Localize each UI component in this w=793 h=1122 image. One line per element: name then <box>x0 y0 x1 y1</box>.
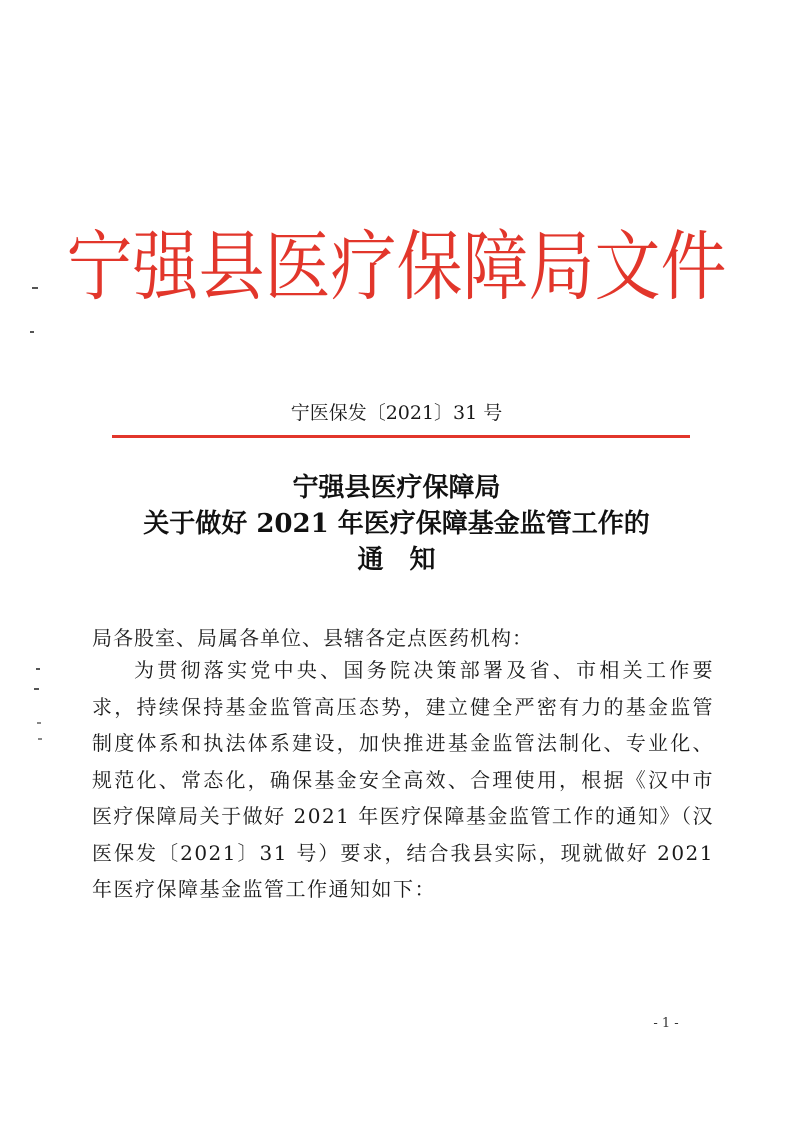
page-number: - 1 - <box>653 1016 679 1031</box>
salutation: 局各股室、局属各单位、县辖各定点医药机构： <box>92 626 533 650</box>
title-line-3: 通知 <box>357 545 462 575</box>
document-number: 宁医保发〔2021〕31 号 <box>290 402 503 424</box>
scan-speck <box>36 668 40 670</box>
scan-speck <box>38 738 42 740</box>
scan-speck <box>37 722 41 724</box>
body-paragraph: 为贯彻落实党中央、国务院决策部署及省、市相关工作要求，持续保持基金监管高压态势，建立健全严密有力的基金监管制度体系和执法体系建设，加快推进基金监管法制化、专业化、规范化、常态化，确保基金安全高效、合理使用，根据《汉中市医疗保障局关于做好 2021 年医疗保障基金监管工作的通知》（汉医保发〔2021〕31 号）要求，结合我县实际，现就做好 2021 年医疗保障基金监管工作通知如下： <box>92 658 714 901</box>
title-line-2: 关于做好 2021 年医疗保障基金监管工作的 <box>143 509 650 539</box>
scan-speck <box>32 287 38 289</box>
red-divider <box>112 435 690 438</box>
scan-speck <box>30 331 34 333</box>
title-line-1: 宁强县医疗保障局 <box>292 473 501 503</box>
scan-speck <box>34 688 39 690</box>
issuer-header: 宁强县医疗保障局文件 <box>66 222 727 312</box>
